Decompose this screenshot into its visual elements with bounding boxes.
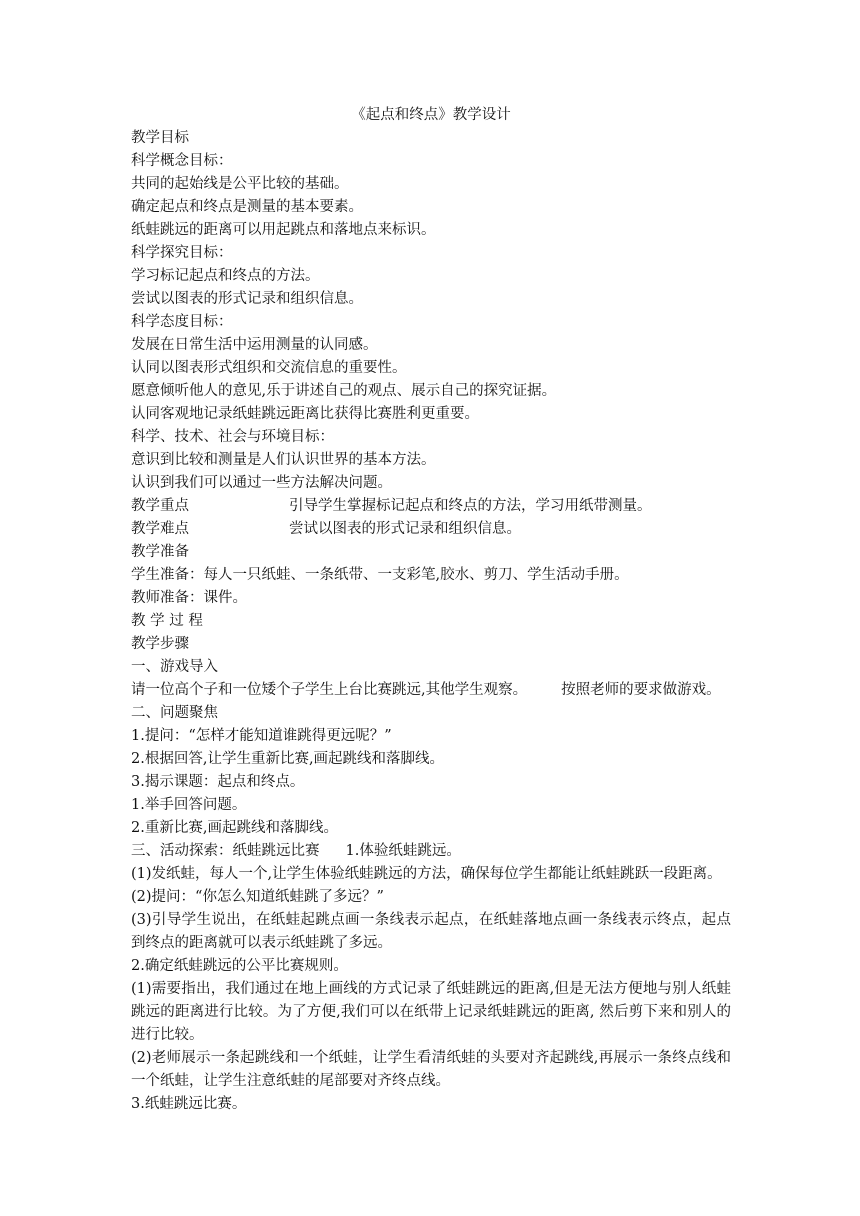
list-item: 2.重新比赛,画起跳线和落脚线。: [131, 820, 338, 836]
difficult-point-row: [131, 518, 731, 541]
key-point-row: [131, 495, 731, 518]
activity-paragraph: (1)需要指出，我们通过在地上画线的方式记录了纸蛙跳远的距离,但是无法方便地与别人纸蛙跳远的距离进行比较。为了方便,我们可以在纸带上记录纸蛙跳远的距离, 然后剪下来和别人的进行比较。: [131, 981, 731, 1043]
heading-teaching-objectives: 教学目标: [131, 130, 189, 146]
heading-teaching-prep: 教学准备: [131, 544, 189, 560]
subheading-inquiry-objectives: 科学探究目标：: [131, 245, 233, 261]
text-line: 尝试以图表的形式记录和组织信息。: [131, 291, 363, 307]
key-point-label: 教学重点: [131, 498, 189, 514]
text-line: 确定起点和终点是测量的基本要素。: [131, 199, 363, 215]
activity-paragraph: (2)老师展示一条起跳线和一个纸蛙，让学生看清纸蛙的头要对齐起跳线,再展示一条终点线和一个纸蛙，让学生注意纸蛙的尾部要对齐终点线。: [131, 1050, 731, 1089]
teacher-prep: 教师准备：课件。: [131, 590, 247, 606]
text-line: 认同客观地记录纸蛙跳远距离比获得比赛胜利更重要。: [131, 406, 479, 422]
document-title: 《起点和终点》教学设计: [351, 107, 511, 123]
section-game-intro-heading: 一、游戏导入: [131, 659, 218, 675]
game-intro-teacher-text: 请一位高个子和一位矮个子学生上台比赛跳远,其他学生观察。: [131, 682, 528, 698]
section-activity-row: [131, 840, 731, 863]
student-prep: 学生准备：每人一只纸蛙、一条纸带、一支彩笔,胶水、剪刀、学生活动手册。: [131, 567, 629, 583]
text-line: 意识到比较和测量是人们认识世界的基本方法。: [131, 452, 436, 468]
game-intro-row: [131, 679, 731, 702]
document-body: [131, 104, 731, 1116]
key-point-text: 引导学生掌握标记起点和终点的方法，学习用纸带测量。: [289, 498, 652, 514]
section-problem-focus-heading: 二、问题聚焦: [131, 705, 218, 721]
subheading-attitude-objectives: 科学态度目标：: [131, 314, 233, 330]
activity-sub1: 1.体验纸蛙跳远。: [345, 843, 461, 859]
section-activity-heading: 三、活动探索：纸蛙跳远比赛: [131, 843, 320, 859]
text-line: 纸蛙跳远的距离可以用起跳点和落地点来标识。: [131, 222, 436, 238]
activity-paragraph: (3)引导学生说出，在纸蛙起跳点画一条线表示起点，在纸蛙落地点画一条线表示终点，起点到终点的距离就可以表示纸蛙跳了多远。: [131, 912, 731, 951]
game-intro-student-text: 按照老师的要求做游戏。: [561, 682, 721, 698]
list-item: 1.提问：“怎样才能知道谁跳得更远呢？”: [131, 728, 392, 744]
text-line: 认识到我们可以通过一些方法解决问题。: [131, 475, 392, 491]
list-item: 2.根据回答,让学生重新比赛,画起跳线和落脚线。: [131, 751, 445, 767]
text-line: 共同的起始线是公平比较的基础。: [131, 176, 349, 192]
difficult-point-label: 教学难点: [131, 521, 189, 537]
text-line: 学习标记起点和终点的方法。: [131, 268, 320, 284]
subheading-concept-objectives: 科学概念目标：: [131, 153, 233, 169]
heading-teaching-process: 教 学 过 程: [131, 613, 203, 629]
heading-teaching-steps: 教学步骤: [131, 636, 189, 652]
list-item: 1.举手回答问题。: [131, 797, 247, 813]
text-line: 发展在日常生活中运用测量的认同感。: [131, 337, 378, 353]
text-line: 愿意倾听他人的意见,乐于讲述自己的观点、展示自己的探究证据。: [131, 383, 557, 399]
list-item: 3.揭示课题：起点和终点。: [131, 774, 305, 790]
text-line: 认同以图表形式组织和交流信息的重要性。: [131, 360, 407, 376]
activity-paragraph: (2)提问：“你怎么知道纸蛙跳了多远？”: [131, 889, 384, 905]
activity-subheading: 2.确定纸蛙跳远的公平比赛规则。: [131, 958, 348, 974]
activity-subheading: 3.纸蛙跳远比赛。: [131, 1096, 247, 1112]
activity-paragraph: (1)发纸蛙，每人一个,让学生体验纸蛙跳远的方法，确保每位学生都能让纸蛙跳跃一段距离。: [131, 866, 722, 882]
subheading-stse-objectives: 科学、技术、社会与环境目标：: [131, 429, 334, 445]
difficult-point-text: 尝试以图表的形式记录和组织信息。: [289, 521, 521, 537]
